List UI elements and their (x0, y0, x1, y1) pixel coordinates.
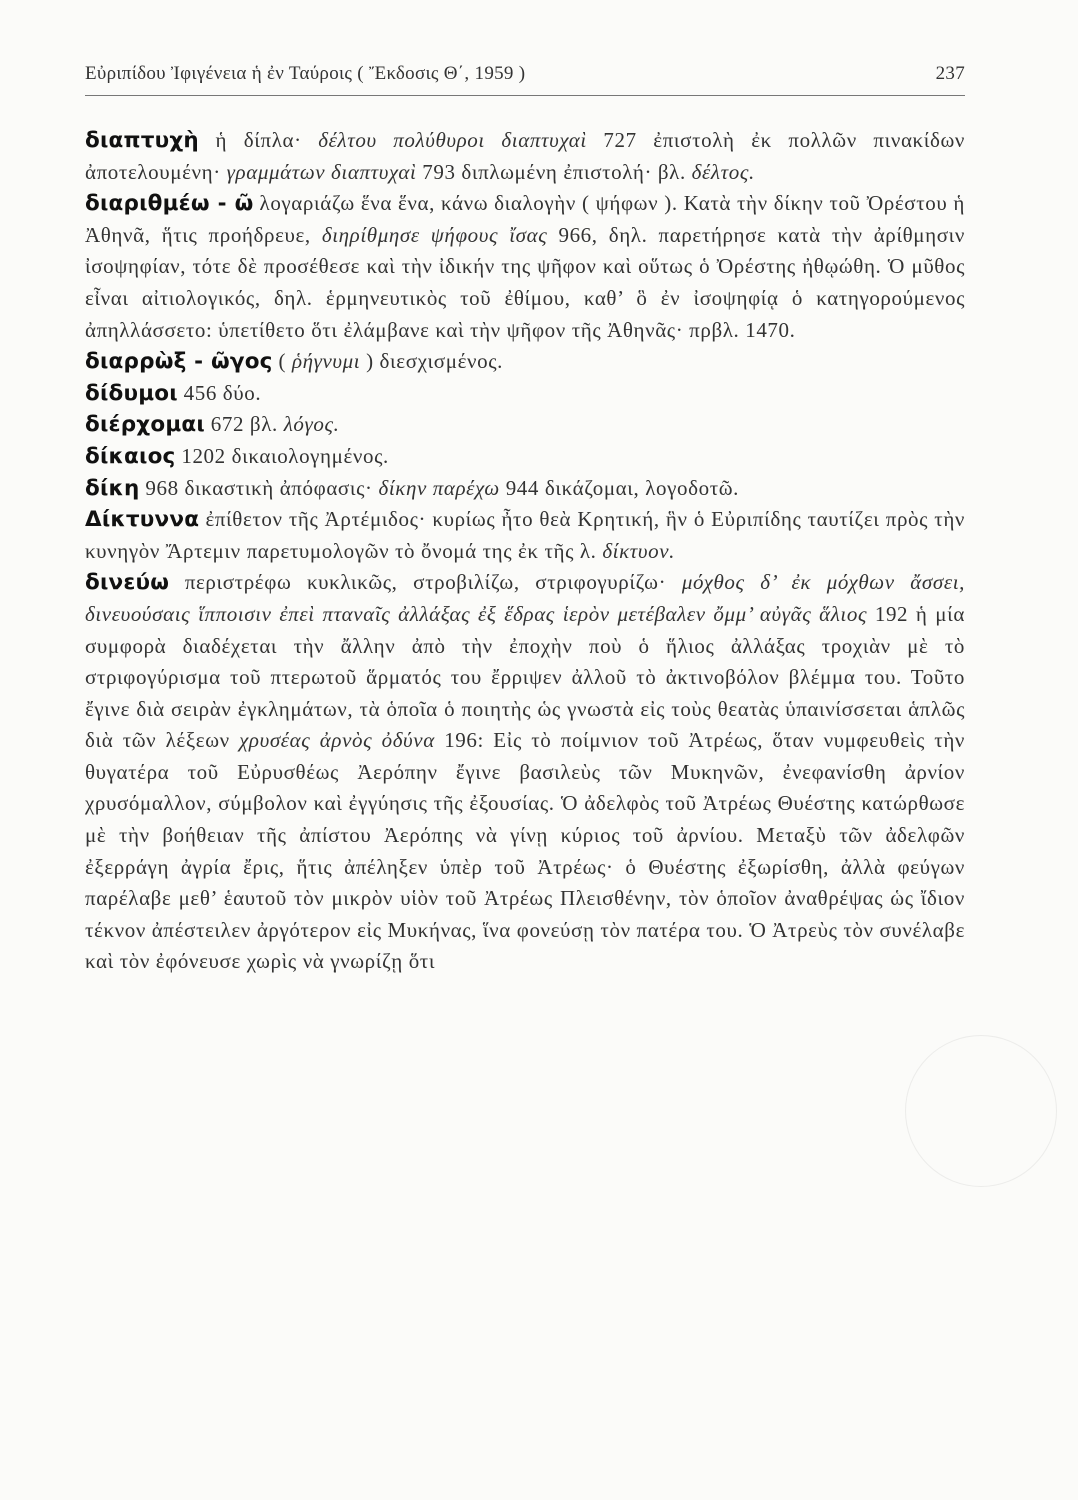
entry-text: ἐπίθετον τῆς Ἀρτέμιδος· κυρίως ἦτο θεὰ Κρητική, ἣν ὁ Εὐριπίδης ταυτίζει πρὸς τὴν κυνηγὸν Ἄρτεμιν παρετυμολογῶν τὸ ὄνομά της ἐκ τῆς λ. (85, 507, 965, 563)
entry-quotation: λόγος. (283, 412, 340, 437)
glossary-entry (85, 473, 965, 505)
entry-quotation: ῥήγνυμι (291, 349, 361, 374)
entry-headword: διαριθμέω - ῶ (85, 191, 254, 217)
entry-text: 456 δύο. (177, 380, 262, 405)
entry-text: λογαριάζω ἕνα ἕνα, κάνω διαλογὴν ( ψήφων ). Κατὰ τὴν δίκην τοῦ Ὀρέστου ἡ Ἀθηνᾶ, ἥτις προήδρευε, (85, 191, 965, 247)
entry-text: ( (272, 349, 292, 374)
glossary-entry (85, 188, 965, 346)
header-title: Εὐριπίδου Ἰφιγένεια ἡ ἐν Ταύροις ( Ἔκδοσις Θ΄, 1959 ) (85, 63, 526, 84)
entry-headword: διαπτυχὴ (85, 128, 199, 153)
entry-text: 672 βλ. (204, 412, 284, 437)
page-number: 237 (935, 63, 965, 84)
entry-headword: Δίκτυννα (85, 507, 200, 533)
entry-text: 944 δικάζομαι, λογοδοτῶ. (499, 475, 739, 500)
entry-quotation: διηρίθμησε ψήφους ἴσας (321, 222, 548, 247)
glossary-entry (85, 567, 965, 978)
entry-quotation: δέλτος. (691, 159, 755, 184)
entry-quotation: χρυσέας ἀρνὸς ὀδύνα (239, 728, 435, 753)
header-rule (85, 95, 965, 96)
glossary-entry (85, 125, 965, 188)
running-header (85, 63, 965, 93)
entry-headword: διέρχομαι (85, 412, 205, 438)
glossary-entry (85, 378, 965, 410)
entry-text: 192 ἡ μία συμφορὰ διαδέχεται τὴν ἄλλην ἀπὸ τὴν ἐποχὴν ποὺ ὁ ἥλιος ἀλλάξας τροχιὰν μὲ τὸ στριφογύρισμα τοῦ πτερωτοῦ ἅρματός του ἔρριψεν ἀλλοῦ τὸ ἀκτινοβόλον βλέμμα του. Τοῦτο ἔγινε διὰ σειρὰν ἐγκλημάτων, τὰ ὁποῖα ὁ ποιητὴς ὡς γνωστὰ εἰς τοὺς θεατὰς ὑπαινίσσεται ἁπλῶς διὰ τῶν λέξεων (85, 601, 965, 753)
entry-text: ἡ δίπλα· (198, 128, 319, 152)
entry-text: περιστρέφω κυκλικῶς, στροβιλίζω, στριφογυρίζω· (169, 570, 682, 595)
entry-headword: δίδυμοι (85, 380, 178, 406)
glossary-entry (85, 441, 965, 473)
entry-text: 1202 δικαιολογημένος. (175, 443, 389, 468)
entry-text: 727 ἐπιστολὴ ἐκ πολλῶν πινακίδων ἀποτελουμένη· (85, 128, 965, 184)
entry-headword: δίκαιος (85, 443, 176, 469)
glossary-body (85, 125, 965, 978)
entry-quotation: δέλτου πολύθυροι διαπτυχαὶ (318, 128, 587, 152)
entry-text: 968 δικαστικὴ ἀπόφασις· (139, 475, 379, 500)
glossary-entry (85, 346, 965, 378)
entry-headword: διαρρὼξ - ῶγος (85, 349, 273, 375)
entry-quotation: δίκην παρέχω (378, 475, 500, 500)
entry-text: 793 διπλωμένη ἐπιστολή· βλ. (416, 159, 692, 184)
entry-headword: δινεύω (85, 570, 170, 596)
glossary-entry (85, 504, 965, 567)
entry-quotation: γραμμάτων διαπτυχαὶ (226, 159, 417, 184)
entry-headword: δίκη (85, 475, 140, 501)
glossary-entry (85, 409, 965, 441)
entry-quotation: μόχθος δ’ ἐκ μόχθων ἄσσει, δινευούσαις ἵπποισιν ἐπεὶ πταναῖς ἀλλάξας ἐξ ἕδρας ἱερὸν μετέβαλεν ὄμμ’ αὐγᾶς ἅλιος (85, 570, 965, 626)
library-stamp (905, 1035, 1057, 1187)
entry-quotation: δίκτυον. (602, 538, 676, 563)
entry-text: ) διεσχισμένος. (360, 349, 503, 374)
entry-text: 966, δηλ. παρετήρησε κατὰ τὴν ἀρίθμησιν ἰσοψηφίαν, τότε δὲ προσέθεσε καὶ τὴν ἰδικήν της ψῆφον καὶ οὕτως ὁ Ὀρέστης ἠθῳώθη. Ὁ μῦθος εἶναι αἰτιολογικός, δηλ. ἑρμηνευτικὸς τοῦ ἐθίμου, καθ’ ὃ ἐν ἰσοψηφίᾳ ὁ κατηγορούμενος ἀπηλλάσσετο: ὑπετίθετο ὅτι ἐλάμβανε καὶ τὴν ψῆφον τῆς Ἀθηνᾶς· πρβλ. 1470. (85, 222, 965, 342)
entry-text: 196: Εἰς τὸ ποίμνιον τοῦ Ἀτρέως, ὅταν νυμφευθεὶς τὴν θυγατέρα τοῦ Εὐρυσθέως Ἀερόπην ἔγινε βασιλεὺς τῶν Μυκηνῶν, ἐνεφανίσθη ἀρνίον χρυσόμαλλον, σύμβολον καὶ ἐγγύησις τῆς ἐξουσίας. Ὁ ἀδελφὸς τοῦ Ἀτρέως Θυέστης κατώρθωσε μὲ τὴν βοήθειαν τῆς ἀπίστου Ἀερόπης νὰ γίνῃ κύριος τοῦ ἀρνίου. Μεταξὺ τῶν ἀδελφῶν ἐξερράγη ἀγρία ἔρις, ἥτις ἀπέληξεν ὑπὲρ τοῦ Ἀτρέως· ὁ Θυέστης ἐξωρίσθη, ἀλλὰ φεύγων παρέλαβε μεθ’ ἑαυτοῦ τὸν μικρὸν υἱὸν τοῦ Ἀτρέως Πλεισθένην, τὸν ὁποῖον ἀναθρέψας ὡς ἴδιον τέκνον ἀπέστειλεν ἀργότερον εἰς Μυκήνας, ἵνα φονεύσῃ τὸν πατέρα του. Ὁ Ἀτρεὺς τὸν συνέλαβε καὶ τὸν ἐφόνευσε χωρὶς νὰ γνωρίζῃ ὅτι (85, 728, 966, 974)
